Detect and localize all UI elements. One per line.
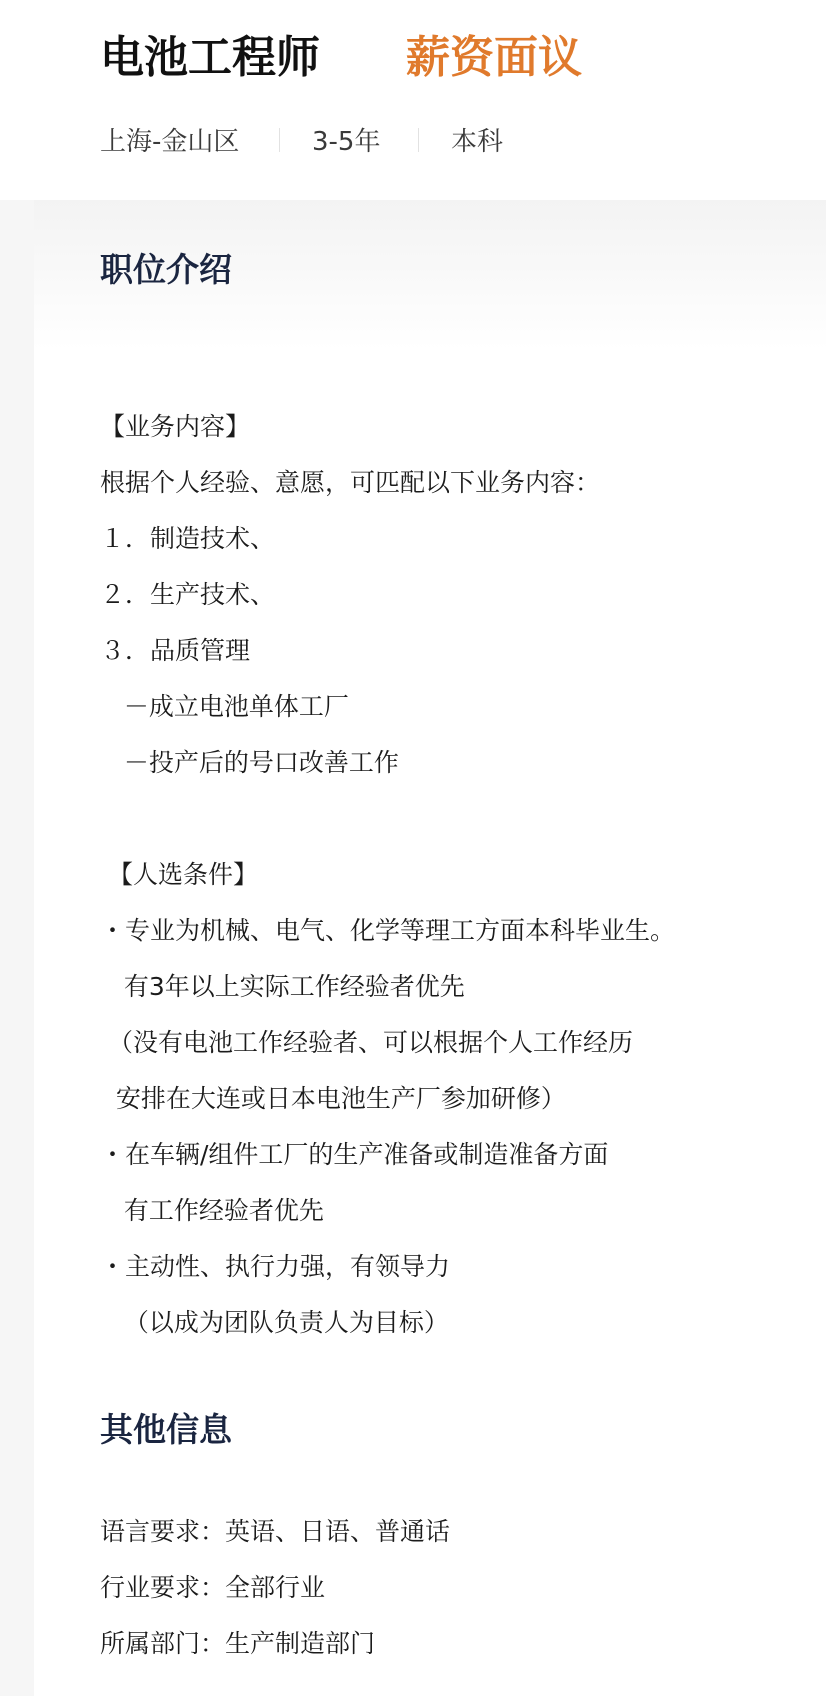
location-label: 上海-金山区 — [100, 127, 240, 157]
meta-divider — [279, 128, 280, 152]
meta-divider — [418, 128, 419, 152]
salary-label: 薪资面议 — [406, 32, 582, 83]
job-title: 电池工程师 — [100, 32, 320, 83]
section-title-other-info: 其他信息 — [100, 1410, 232, 1449]
description-line: 安排在大连或日本电池生产厂参加研修） — [100, 1084, 566, 1113]
description-line: （没有电池工作经验者、可以根据个人工作经历 — [100, 1028, 633, 1057]
description-line: ・专业为机械、电气、化学等理工方面本科毕业生。 — [100, 916, 676, 945]
panel-edge — [0, 200, 34, 1696]
info-line-industry: 行业要求：全部行业 — [100, 1573, 326, 1602]
experience-label: 3-5年 — [312, 127, 381, 157]
education-label: 本科 — [451, 127, 504, 157]
description-line: －成立电池单体工厂 — [100, 692, 349, 721]
description-line: 有3年以上实际工作经验者优先 — [100, 972, 465, 1001]
description-line: ・主动性、执行力强，有领导力 — [100, 1252, 451, 1281]
description-line: １．制造技术、 — [100, 524, 276, 553]
section-title-description: 职位介绍 — [100, 250, 232, 289]
description-line: ２．生产技术、 — [100, 580, 276, 609]
description-line: 根据个人经验、意愿，可匹配以下业务内容： — [100, 468, 601, 497]
info-line-department: 所属部门：生产制造部门 — [100, 1629, 376, 1658]
description-line: （以成为团队负责人为目标） — [100, 1308, 449, 1337]
description-line: 【人选条件】 — [100, 860, 258, 889]
description-line: －投产后的号口改善工作 — [100, 748, 399, 777]
description-line: 【业务内容】 — [100, 412, 251, 441]
description-line: ３．品质管理 — [100, 636, 251, 665]
info-line-language: 语言要求：英语、日语、普通话 — [100, 1517, 451, 1546]
job-header — [0, 0, 826, 200]
description-line: 有工作经验者优先 — [100, 1196, 324, 1225]
description-line: ・在车辆/组件工厂的生产准备或制造准备方面 — [100, 1140, 609, 1169]
